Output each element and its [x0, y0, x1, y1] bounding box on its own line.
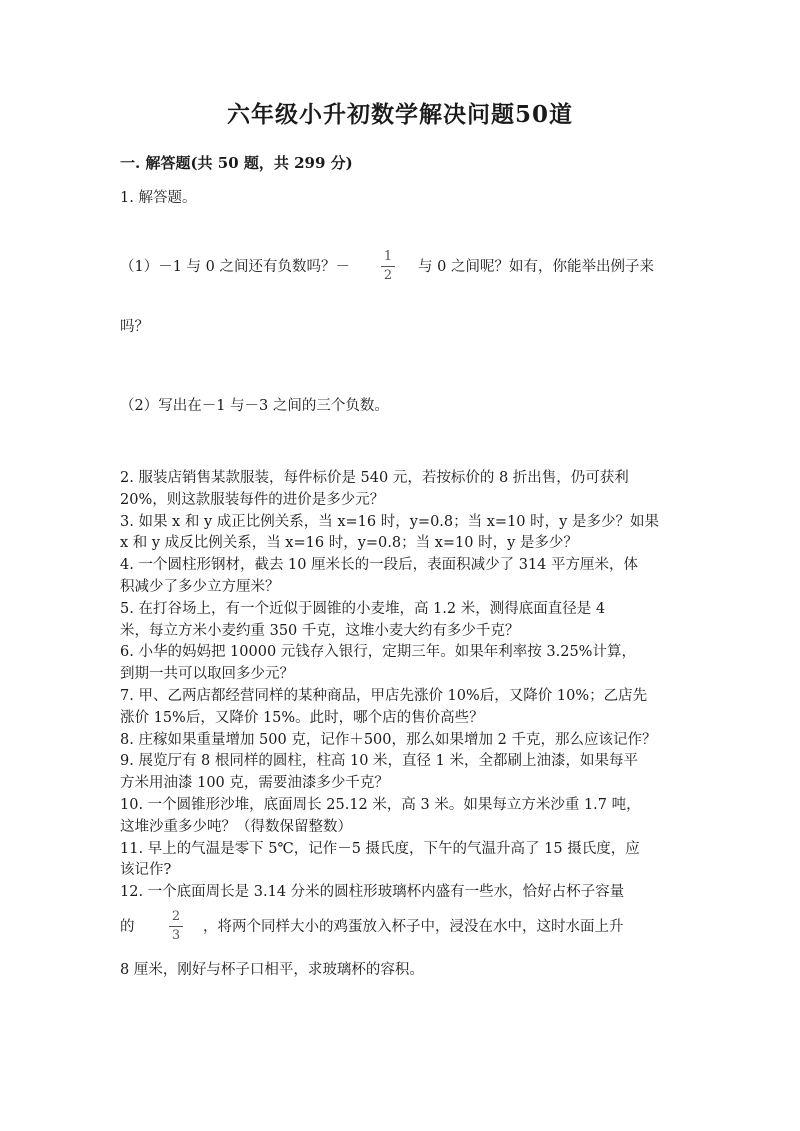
page-title: 六年级小升初数学解决问题50道	[226, 101, 573, 128]
problem-line: 方米用油漆 100 克，需要油漆多少千克？	[120, 775, 389, 792]
fraction-bar	[381, 266, 395, 267]
problem-line: 6. 小华的妈妈把 10000 元钱存入银行，定期三年。如果年利率按 3.25%计算，	[120, 644, 636, 661]
question-1-label: 1. 解答题。	[120, 190, 197, 206]
question-12-text-before: 的	[120, 919, 135, 935]
section-heading: 一. 解答题(共 50 题，共 299 分)	[120, 154, 353, 172]
problem-line: 这堆沙重多少吨？（得数保留整数）	[120, 818, 352, 835]
problem-line: 12. 一个底面周长是 3.14 分米的圆柱形玻璃杯内盛有一些水，恰好占杯子容量	[120, 884, 625, 901]
fraction-two-thirds	[169, 910, 183, 943]
fraction-numerator: 2	[171, 909, 181, 924]
fraction-one-half	[381, 250, 395, 283]
question-1-part-2: （2）写出在－1 与－3 之间的三个负数。	[120, 398, 389, 414]
problem-line: 8. 庄稼如果重量增加 500 克，记作＋500，那么如果增加 2 千克，那么应该记作？	[120, 731, 657, 748]
problem-line: 7. 甲、乙两店都经营同样的某种商品，甲店先涨价 10%后，又降价 10%；乙店先	[120, 687, 648, 704]
fraction-denominator: 2	[383, 268, 393, 283]
question-12-continuation: 8 厘米，刚好与杯子口相平，求玻璃杯的容积。	[120, 962, 424, 978]
problem-line: 4. 一个圆柱形钢材，截去 10 厘米长的一段后，表面积减少了 314 平方厘米，体	[120, 557, 639, 574]
question-1-part-1-text-after: 与 0 之间呢？如有，你能举出例子来	[418, 259, 654, 275]
problem-line: 该记作?	[120, 862, 172, 879]
problem-line: 9. 展览厅有 8 根同样的圆柱，柱高 10 米，直径 1 米，全都刷上油漆，如果每平	[120, 753, 638, 770]
problem-line: 涨价 15%后，又降价 15%。此时，哪个店的售价高些？	[120, 709, 484, 726]
problem-line: x 和 y 成反比例关系，当 x=16 时，y=0.8；当 x=10 时，y 是多少？	[120, 535, 578, 552]
problem-line: 11. 早上的气温是零下 5℃，记作－5 摄氏度，下午的气温升高了 15 摄氏度，应	[120, 840, 640, 857]
question-1-part-1-text: （1）－1 与 0 之间还有负数吗？－	[120, 259, 351, 275]
problem-list	[120, 468, 700, 904]
fraction-denominator: 3	[171, 928, 181, 943]
problem-line: 5. 在打谷场上，有一个近似于圆锥的小麦堆，高 1.2 米，测得底面直径是 4	[120, 600, 606, 617]
question-1-part-1-continuation: 吗？	[120, 319, 149, 335]
problem-line: 10. 一个圆锥形沙堆，底面周长 25.12 米，高 3 米。如果每立方米沙重 1.7 吨，	[120, 796, 641, 813]
question-12-text-after: ，将两个同样大小的鸡蛋放入杯子中，浸没在水中，这时水面上升	[203, 919, 624, 935]
problem-line: 20%，则这款服装每件的进价是多少元？	[120, 491, 385, 508]
fraction-bar	[169, 926, 183, 927]
problem-line: 积减少了多少立方厘米？	[120, 578, 280, 595]
problem-line: 米，每立方米小麦约重 350 千克，这堆小麦大约有多少千克？	[120, 622, 520, 639]
problem-line: 2. 服装店销售某款服装，每件标价是 540 元，若按标价的 8 折出售，仍可获利	[120, 470, 629, 486]
fraction-numerator: 1	[383, 249, 393, 264]
problem-line: 到期一共可以取回多少元？	[120, 666, 294, 683]
problem-line: 3. 如果 x 和 y 成正比例关系，当 x=16 时，y=0.8；当 x=10 时，y 是多少？如果	[120, 513, 659, 530]
